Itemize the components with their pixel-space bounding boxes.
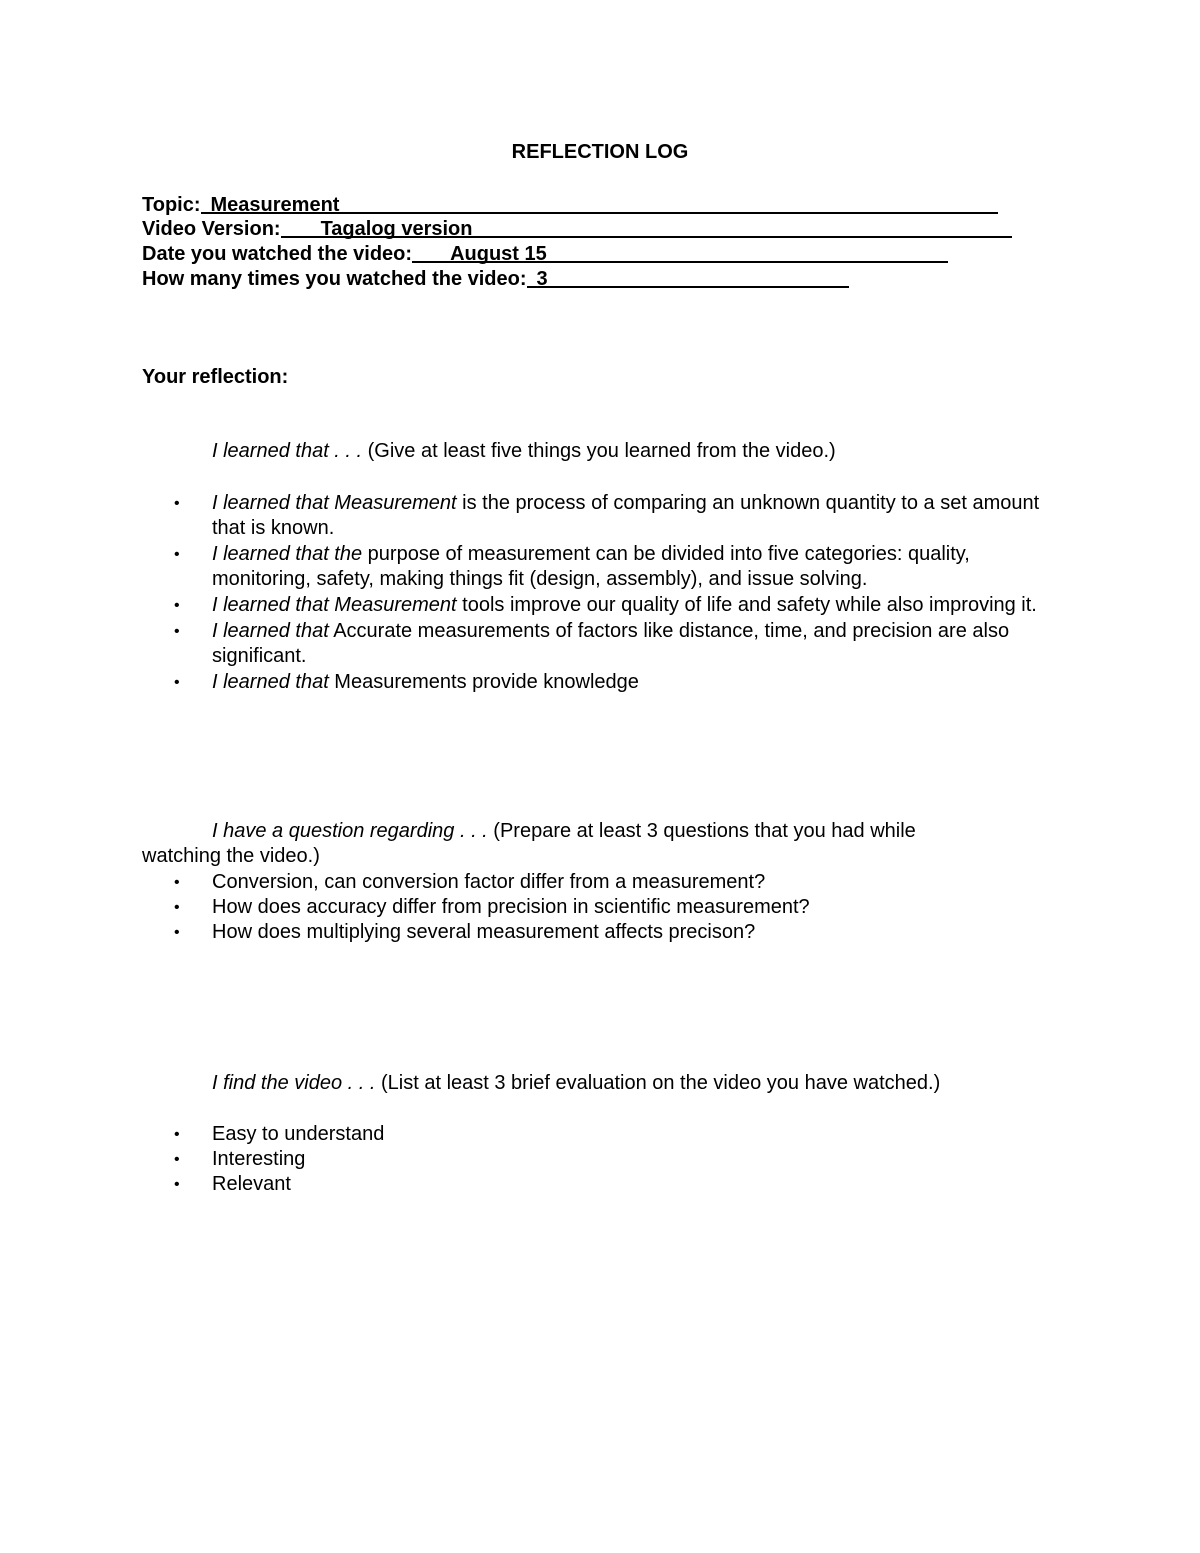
bullet-icon: • — [174, 597, 180, 614]
bullet-icon: • — [174, 495, 180, 512]
times-watched-label: How many times you watched the video: — [142, 268, 527, 290]
questions-instruction-cont: watching the video.) — [142, 845, 320, 867]
learned-list — [142, 491, 1042, 696]
times-watched-field — [142, 267, 849, 291]
list-item: • I learned that Measurement is the process of comparing an unknown quantity to a set amount that is known. — [174, 492, 1040, 539]
bullet-icon: • — [174, 1176, 180, 1193]
list-item: • I learned that the purpose of measurement can be divided into five categories: quality, monitoring, safety, making things fit (design, assembly), and issue solving. — [174, 543, 970, 590]
list-item: • Relevant — [174, 1173, 291, 1195]
video-version-value: Tagalog version — [281, 217, 1012, 238]
video-version-label: Video Version: — [142, 218, 281, 240]
date-watched-field — [142, 242, 948, 266]
date-watched-value: August 15 — [412, 242, 948, 263]
list-item: • Interesting — [174, 1148, 306, 1170]
page-title: REFLECTION LOG — [511, 141, 689, 163]
bullet-icon: • — [174, 674, 180, 691]
list-item: • I learned that Accurate measurements of factors like distance, time, and precision are also significant. — [174, 620, 1010, 667]
times-watched-value: 3 — [527, 267, 849, 288]
topic-label: Topic: — [142, 194, 201, 216]
evaluation-lead: I find the video . . . — [212, 1072, 376, 1094]
evaluation-prompt — [212, 1072, 940, 1095]
topic-field — [142, 193, 998, 217]
bullet-icon: • — [174, 899, 180, 916]
evaluation-list — [142, 1122, 1042, 1197]
learned-lead: I learned that . . . — [212, 440, 363, 462]
topic-value: Measurement — [201, 193, 998, 214]
bullet-icon: • — [174, 623, 180, 640]
list-item: • I learned that Measurements provide knowledge — [174, 671, 639, 693]
list-item: • How does accuracy differ from precision in scientific measurement? — [174, 896, 810, 918]
bullet-icon: • — [174, 1126, 180, 1143]
questions-lead: I have a question regarding . . . — [212, 820, 488, 842]
bullet-icon: • — [174, 874, 180, 891]
list-item: • Easy to understand — [174, 1123, 385, 1145]
questions-list — [142, 870, 1042, 945]
evaluation-instruction: (List at least 3 brief evaluation on the video you have watched.) — [375, 1072, 941, 1094]
questions-instruction: (Prepare at least 3 questions that you had while — [487, 820, 916, 842]
list-item: • How does multiplying several measurement affects precison? — [174, 921, 756, 943]
bullet-icon: • — [174, 546, 180, 563]
date-watched-label: Date you watched the video: — [142, 243, 413, 265]
bullet-icon: • — [174, 1151, 180, 1168]
list-item: • Conversion, can conversion factor differ from a measurement? — [174, 871, 766, 893]
questions-prompt — [212, 820, 916, 843]
list-item: • I learned that Measurement tools improve our quality of life and safety while also improving it. — [174, 594, 1037, 616]
learned-prompt — [212, 440, 836, 463]
bullet-icon: • — [174, 924, 180, 941]
learned-instruction: (Give at least five things you learned from the video.) — [362, 440, 836, 462]
reflection-heading: Your reflection: — [142, 366, 289, 388]
video-version-field — [142, 217, 1012, 241]
